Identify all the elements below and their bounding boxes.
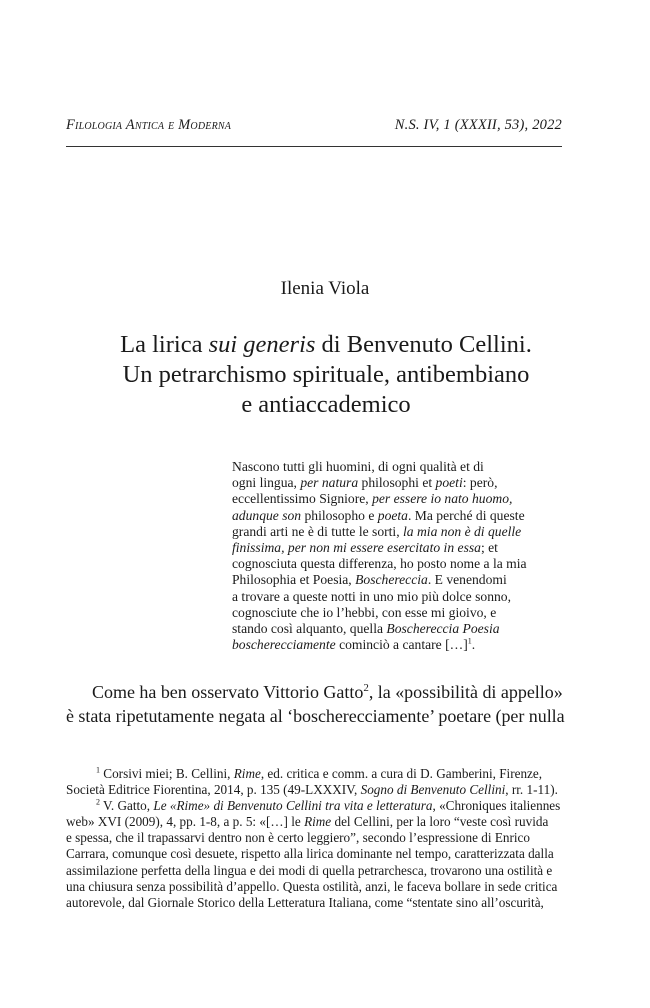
epigraph-line: stando così alquanto, quella Boschereccia Poesia bbox=[232, 621, 500, 637]
footnote-2-cont: e spessa, che il trapassarvi dentro non è certo leggiero”, secondo l’espressione di Enrico bbox=[66, 830, 530, 846]
footnote-ref-1[interactable]: 1 bbox=[467, 636, 472, 646]
body-line: è stata ripetutamente negata al ‘boscherecciamente’ poetare (per nulla bbox=[66, 706, 565, 726]
title-line-2: Un petrarchismo spirituale, antibembiano bbox=[122, 361, 530, 388]
footnote-1: $^1$ Corsivi miei; B. Cellini, Rime, ed. critica e comm. a cura di D. Gamberini, Firenze, bbox=[96, 765, 543, 781]
journal-title: Filologia Antica e Moderna bbox=[66, 117, 232, 133]
body-line: Come ha ben osservato Vittorio Gatto$^2$, la «possibilità di appello» bbox=[92, 682, 563, 702]
epigraph-line: cognosciute che io l’hebbi, con esse mi gioivo, e bbox=[232, 604, 497, 620]
epigraph-line: a trovare a queste notti in uno mio più dolce sonno, bbox=[232, 588, 511, 604]
epigraph-line: eccellentissimo Signiore, per essere io nato huomo, bbox=[232, 491, 513, 507]
epigraph-line: Philosophia et Poesia, Boschereccia. E venendomi bbox=[232, 572, 507, 588]
title-line-1: La lirica sui generis di Benvenuto Cellini. bbox=[120, 331, 532, 358]
epigraph-line: Nascono tutti gli huomini, di ogni qualità et di bbox=[232, 459, 484, 474]
epigraph bbox=[232, 459, 562, 653]
title-line-3: e antiaccademico bbox=[241, 391, 411, 418]
footnote-1-cont: Società Editrice Fiorentina, 2014, p. 135 (49-LXXXIV, Sogno di Benvenuto Cellini, rr. 1-11). bbox=[66, 782, 558, 798]
epigraph-line: ogni lingua, per natura philosophi et poeti: però, bbox=[232, 475, 498, 491]
footnote-2-cont: web» XVI (2009), 4, pp. 1-8, a p. 5: «[…] le Rime del Cellini, per la loro “veste così ruvida bbox=[66, 814, 549, 830]
footnote-2-cont: autorevole, dal Giornale Storico della Letteratura Italiana, come “stentate sino all’oscurità, bbox=[66, 894, 544, 910]
footnote-2-cont: Carrara, comunque così desuete, rispetto alla lirica dominante nel tempo, caratterizzata dalla bbox=[66, 846, 554, 862]
footnote-2-cont: assimilazione perfetta della lingua e dei modi di quella petrarchesca, trovarono una ostilità e bbox=[66, 862, 553, 878]
footnotes bbox=[66, 766, 562, 911]
epigraph-line: cognosciuta questa differenza, ho posto nome a la mia bbox=[232, 556, 527, 572]
footnote-2-cont: una chiusura senza possibilità d’appello. Questa ostilità, anzi, le faceva bollare in sede critica bbox=[66, 878, 558, 894]
body-paragraph bbox=[66, 680, 565, 728]
issue-info: N.S. IV, 1 (XXXII, 53), 2022 bbox=[394, 117, 562, 133]
header-rule bbox=[66, 146, 562, 147]
epigraph-line: finissima, per non mi essere esercitato in essa; et bbox=[232, 540, 498, 556]
epigraph-line: grandi arti ne è di tutte le sorti, la mia non è di quelle bbox=[232, 523, 522, 539]
epigraph-line: adunque son philosopho e poeta. Ma perché di queste bbox=[232, 507, 525, 523]
footnote-2: $^2$ V. Gatto, Le «Rime» di Benvenuto Cellini tra vita e letteratura, «Chroniques italiennes bbox=[96, 797, 561, 814]
epigraph-line: boscherecciamente cominciò a cantare […]$^1$. bbox=[232, 636, 476, 653]
article-title bbox=[66, 330, 586, 420]
footnote-ref-2[interactable]: 2 bbox=[363, 682, 369, 694]
author-name: Ilenia Viola bbox=[280, 278, 370, 299]
